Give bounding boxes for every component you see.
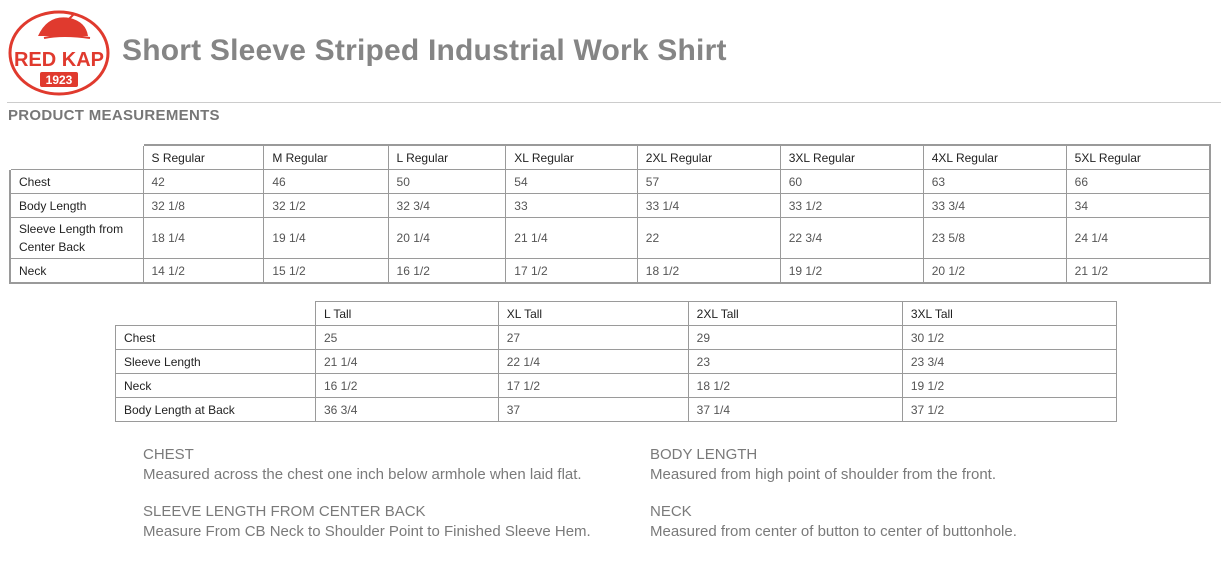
definition-text: Measured from center of button to center of buttonhole.: [650, 523, 1017, 540]
logo-year: 1923: [45, 73, 73, 87]
table-cell: 21 1/4: [506, 218, 638, 259]
table-cell: 37 1/4: [688, 398, 902, 422]
table-cell: 21 1/2: [1066, 259, 1210, 284]
table-cell: 21 1/4: [316, 350, 499, 374]
definition-heading: SLEEVE LENGTH FROM CENTER BACK: [143, 503, 426, 520]
definition-neck: [650, 502, 1017, 542]
column-header: XL Regular: [506, 145, 638, 170]
definition-heading: CHEST: [143, 446, 194, 463]
table-row: [10, 218, 1210, 259]
table-row: [10, 259, 1210, 284]
table-cell: 22 1/4: [498, 350, 688, 374]
table-cell: 18 1/4: [143, 218, 264, 259]
table-cell: 19 1/4: [264, 218, 388, 259]
table-row: [10, 170, 1210, 194]
definition-sleeve-length: [143, 502, 591, 542]
definition-text: Measured from high point of shoulder from the front.: [650, 466, 997, 483]
row-label: Body Length: [10, 194, 143, 218]
logo-badge: [8, 10, 110, 96]
page-title: Short Sleeve Striped Industrial Work Shirt: [122, 34, 727, 67]
table-cell: 20 1/4: [388, 218, 506, 259]
table-cell: 34: [1066, 194, 1210, 218]
table-cell: 23: [688, 350, 902, 374]
column-header: 2XL Regular: [637, 145, 780, 170]
row-label: Body Length at Back: [116, 398, 316, 422]
table-cell: 33 3/4: [923, 194, 1066, 218]
column-header: L Tall: [316, 302, 499, 326]
table-cell: 19 1/2: [902, 374, 1116, 398]
table-cell: 27: [498, 326, 688, 350]
logo-wordmark: RED KAP: [13, 49, 105, 71]
definition-text: Measure From CB Neck to Shoulder Point to Finished Sleeve Hem.: [143, 523, 591, 540]
table-cell: 60: [780, 170, 923, 194]
table-row: [116, 326, 1117, 350]
row-label: Neck: [116, 374, 316, 398]
table-cell: 32 3/4: [388, 194, 506, 218]
table-cell: 54: [506, 170, 638, 194]
table-cell: 36 3/4: [316, 398, 499, 422]
table-corner: [116, 302, 316, 326]
table-row: [116, 374, 1117, 398]
table-cell: 19 1/2: [780, 259, 923, 284]
table-cell: 33 1/4: [637, 194, 780, 218]
column-header: 4XL Regular: [923, 145, 1066, 170]
table-cell: 15 1/2: [264, 259, 388, 284]
row-label: Chest: [116, 326, 316, 350]
column-header: S Regular: [143, 145, 264, 170]
table-cell: 50: [388, 170, 506, 194]
column-header: 5XL Regular: [1066, 145, 1210, 170]
table-cell: 66: [1066, 170, 1210, 194]
table-cell: 33: [506, 194, 638, 218]
table-row: [116, 350, 1117, 374]
column-header: 3XL Tall: [902, 302, 1116, 326]
tall-sizes-table: [115, 301, 1117, 422]
table-cell: 24 1/4: [1066, 218, 1210, 259]
definition-heading: BODY LENGTH: [650, 446, 758, 463]
column-header: 3XL Regular: [780, 145, 923, 170]
table-cell: 23 5/8: [923, 218, 1066, 259]
table-cell: 33 1/2: [780, 194, 923, 218]
table-cell: 18 1/2: [688, 374, 902, 398]
section-heading: PRODUCT MEASUREMENTS: [8, 107, 220, 124]
table-cell: 25: [316, 326, 499, 350]
table-header-row: [116, 302, 1117, 326]
table-row: [116, 398, 1117, 422]
table-cell: 32 1/8: [143, 194, 264, 218]
table-cell: 42: [143, 170, 264, 194]
column-header: XL Tall: [498, 302, 688, 326]
row-label: Chest: [10, 170, 143, 194]
regular-sizes-table: [9, 144, 1211, 284]
table-row: [10, 194, 1210, 218]
row-label: Sleeve Length from Center Back: [10, 218, 143, 259]
table-cell: 57: [637, 170, 780, 194]
table-cell: 63: [923, 170, 1066, 194]
definition-chest: [143, 445, 582, 485]
table-cell: 30 1/2: [902, 326, 1116, 350]
definition-text: Measured across the chest one inch below armhole when laid flat.: [143, 466, 582, 483]
row-label: Neck: [10, 259, 143, 284]
header-divider: [7, 102, 1221, 103]
table-cell: 23 3/4: [902, 350, 1116, 374]
table-cell: 32 1/2: [264, 194, 388, 218]
column-header: 2XL Tall: [688, 302, 902, 326]
red-kap-logo: [8, 10, 110, 96]
table-cell: 37 1/2: [902, 398, 1116, 422]
definition-body-length: [650, 445, 996, 485]
table-cell: 18 1/2: [637, 259, 780, 284]
column-header: M Regular: [264, 145, 388, 170]
definition-heading: NECK: [650, 503, 692, 520]
table-corner: [10, 145, 143, 170]
table-cell: 22 3/4: [780, 218, 923, 259]
table-cell: 17 1/2: [506, 259, 638, 284]
row-label: Sleeve Length: [116, 350, 316, 374]
column-header: L Regular: [388, 145, 506, 170]
table-cell: 20 1/2: [923, 259, 1066, 284]
table-cell: 16 1/2: [388, 259, 506, 284]
table-cell: 46: [264, 170, 388, 194]
table-cell: 14 1/2: [143, 259, 264, 284]
table-cell: 22: [637, 218, 780, 259]
table-cell: 37: [498, 398, 688, 422]
table-cell: 16 1/2: [316, 374, 499, 398]
table-cell: 17 1/2: [498, 374, 688, 398]
table-cell: 29: [688, 326, 902, 350]
table-header-row: [10, 145, 1210, 170]
